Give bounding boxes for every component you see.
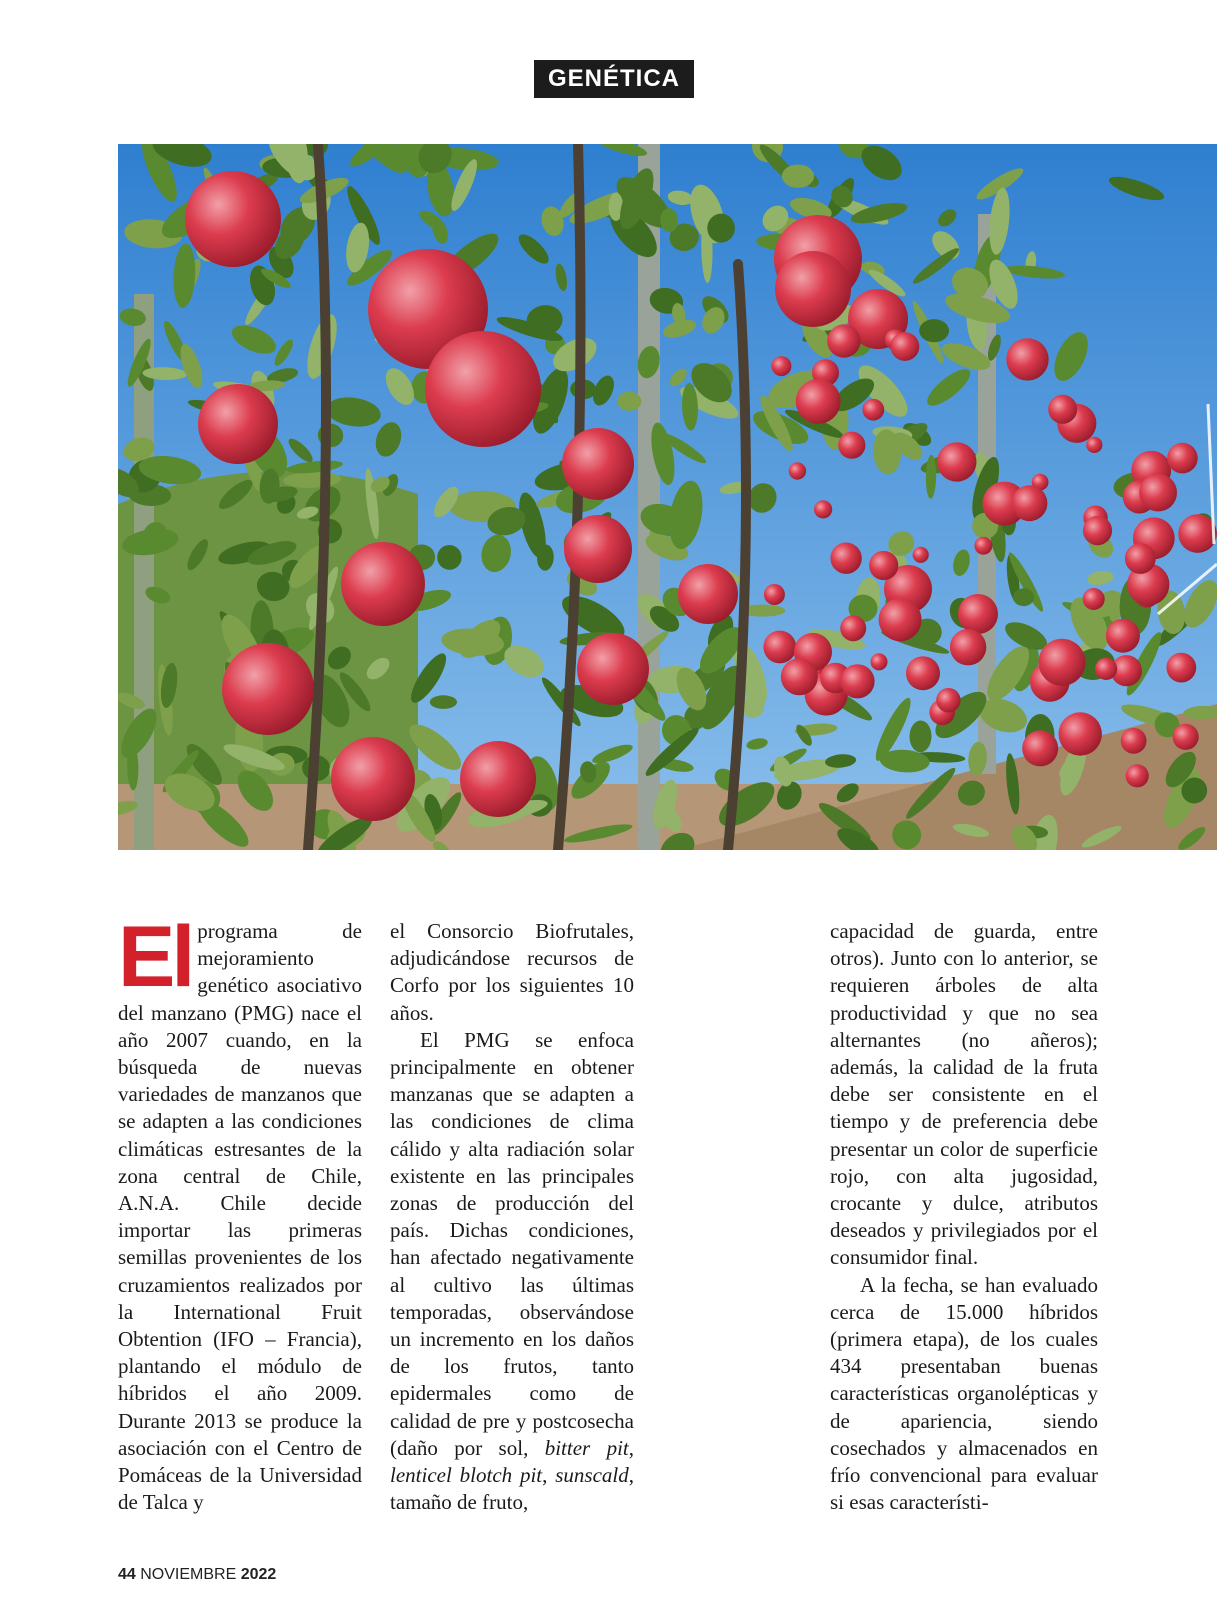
apple-shape [1178, 514, 1217, 553]
apple-shape [764, 584, 785, 605]
article-paragraph: el Consorcio Biofrutales, adjudicándose recursos de Corfo por los siguientes 10 años. [390, 919, 634, 1025]
apple-shape [763, 631, 796, 664]
apple-shape [562, 428, 634, 500]
apple-shape [937, 442, 976, 481]
apple-shape [564, 515, 632, 583]
leaf-shape [707, 214, 735, 243]
apple-shape [840, 664, 874, 698]
apple-shape [1039, 639, 1086, 686]
apple-shape [425, 331, 541, 447]
apple-shape [1022, 730, 1058, 766]
paragraph-text: , tamaño de fruto, [390, 1463, 634, 1515]
article-paragraph [118, 909, 362, 1516]
apple-shape [1106, 619, 1140, 653]
apple-shape [1125, 543, 1156, 574]
orchard-illustration [118, 144, 1217, 850]
apple-shape [198, 384, 278, 464]
apple-shape [185, 171, 281, 267]
paragraph-text: El PMG se enfoca principalmente en obtener manzanas que se adapten a las condiciones de clima cálido y alta radiación solar existente en las principales zonas de producción del país. Dichas condiciones, han afectado negativamente al cultivo las últimas temporadas, observándose un incremento en los daños de los frutos, tanto epidermales como de calidad de pre y postcosecha (daño por sol, [390, 1027, 634, 1460]
apple-shape [1012, 485, 1048, 521]
apple-shape [341, 542, 425, 626]
italic-term: bitter pit [544, 1435, 629, 1460]
apple-shape [879, 598, 922, 641]
apple-shape [862, 399, 884, 421]
apple-shape [781, 658, 818, 695]
apple-shape [1121, 728, 1147, 754]
apple-shape [796, 379, 841, 424]
page-footer [118, 1566, 276, 1584]
apple-shape [460, 741, 536, 817]
apple-shape [1059, 712, 1102, 755]
article-column-2 [390, 918, 634, 1516]
apple-shape [838, 432, 865, 459]
article-paragraph: capacidad de guarda, entre otros). Junto con lo anterior, se requieren árboles de alta productividad y que no sea alternantes (no añeros); además, la calidad de la fruta debe ser consistente en el tiempo y de preferencia debe presentar un color de superficie rojo, con alta jugosidad, crocante y dulce, atributos deseados y privilegiados por el consumidor final. [830, 919, 1098, 1270]
apple-shape [827, 324, 860, 357]
apple-shape [678, 564, 738, 624]
apple-shape [1083, 588, 1105, 610]
apple-shape [869, 551, 898, 580]
issue-month: NOVIEMBRE [140, 1566, 237, 1583]
apple-shape [1166, 653, 1196, 683]
section-tag: GENÉTICA [534, 60, 694, 98]
apple-shape [814, 500, 832, 518]
leaf-shape [782, 165, 814, 188]
apple-shape [1095, 658, 1117, 680]
apple-shape [1167, 443, 1198, 474]
page-number: 44 [118, 1566, 136, 1583]
apple-shape [1086, 437, 1102, 453]
apple-shape [906, 656, 940, 690]
article-column-3 [830, 918, 1098, 1516]
apple-shape [789, 462, 806, 479]
apple-orchard-photo [118, 144, 1217, 850]
apple-shape [771, 356, 791, 376]
apple-shape [775, 251, 851, 327]
apple-shape [1048, 395, 1077, 424]
apple-shape [840, 615, 866, 641]
apple-shape [1126, 764, 1149, 787]
italic-term: lenticel blotch pit [390, 1463, 543, 1488]
article-column-1 [118, 909, 362, 1516]
apple-shape [1083, 516, 1112, 545]
article-paragraph [390, 1027, 634, 1517]
apple-shape [871, 653, 888, 670]
apple-shape [891, 332, 920, 361]
paragraph-text: programa de mejoramiento genético asociativo del manzano (PMG) nace el año 2007 cuando, en la búsqueda de nuevas variedades de manzanos que se adapten a las condiciones climáticas estresantes de la zona central de Chile, A.N.A. Chile decide importar las primeras semillas provenientes de los cruzamientos realizados por la International Fruit Obtention (IFO – Francia), plantando el módulo de híbridos el año 2009. Durante 2013 se produce la asociación con el Centro de Pomáceas de la Universidad de Talca y [118, 919, 362, 1515]
apple-shape [830, 543, 861, 574]
drop-cap: El [118, 909, 192, 1005]
issue-year: 2022 [240, 1566, 277, 1583]
apple-shape [950, 629, 986, 665]
article-paragraph: A la fecha, se han evaluado cerca de 15.000 híbridos (primera etapa), de los cuales 434 presentaban buenas características organolépticas y de apariencia, siendo cosechados y almacenados en frío convencional para evaluar si esas característi- [830, 1272, 1098, 1515]
apple-shape [1139, 474, 1177, 512]
apple-shape [1006, 338, 1048, 380]
apple-shape [577, 633, 649, 705]
apple-shape [331, 737, 415, 821]
paragraph-text: , [628, 1435, 634, 1460]
apple-shape [936, 688, 960, 712]
apple-shape [222, 643, 314, 735]
apple-shape [974, 537, 992, 555]
leaf-shape [919, 319, 949, 342]
apple-shape [958, 594, 998, 634]
paragraph-text: , [542, 1463, 548, 1488]
apple-shape [913, 547, 929, 563]
italic-term: sunscald [555, 1463, 629, 1488]
apple-shape [1173, 724, 1199, 750]
leaf-shape [430, 695, 457, 709]
